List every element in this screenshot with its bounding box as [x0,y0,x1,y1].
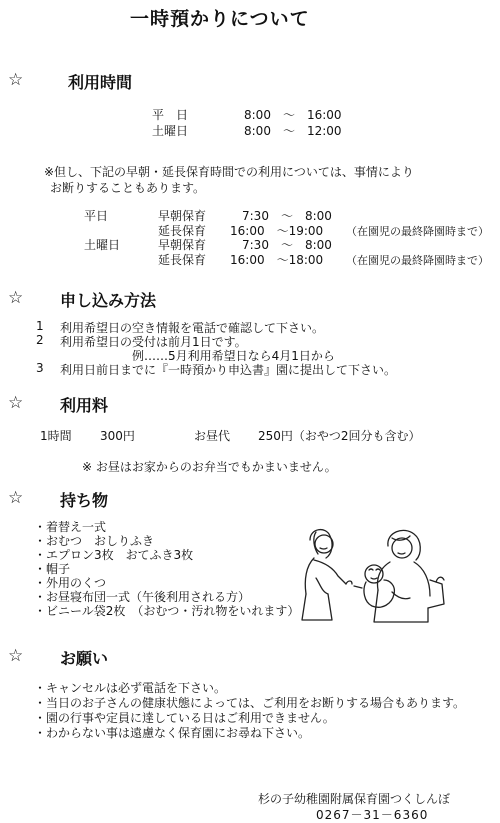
footer-name: 杉の子幼稚園附属保育園つくしんぼ [258,792,451,806]
apply-num: 3 [36,361,44,375]
fee-note: ※ お昼はお家からのお弁当でもかまいません。 [82,460,337,474]
extended-time: 7:30 ～ 8:00 [242,209,332,223]
request-list-item: ・当日のお子さんの健康状態によっては、ご利用をお断りする場合もあります。 [34,696,466,710]
hours-day: 土曜日 [152,124,189,138]
illustration-mothers-and-baby [292,518,457,626]
hours-time: 8:00 ～ 16:00 [244,108,342,122]
hours-note: お断りすることもあります。 [50,181,206,195]
star-icon: ☆ [8,646,24,666]
items-list-item: ・帽子 [34,562,71,576]
request-list-item: ・園の行事や定員に達している日はご利用できません。 [34,711,335,725]
star-icon: ☆ [8,393,24,413]
page-title: 一時預かりについて [130,8,310,30]
extended-type: 延長保育 [158,253,207,267]
section-heading-hours: 利用時間 [68,73,133,92]
extended-day: 平日 [84,209,109,223]
fee-lunch-label: お昼代 [194,429,231,443]
extended-time: 16:00 ～18:00 [230,253,324,267]
apply-example: 例……5月利用希望日なら4月1日から [132,349,335,363]
request-list-item: ・キャンセルは必ず電話を下さい。 [34,681,227,695]
apply-text: 利用日前日までに『一時預かり申込書』園に提出して下さい。 [60,363,397,377]
extended-extra: （在園児の最終降園時まで） [346,254,489,267]
fee-lunch-price: 250円（おやつ2回分も含む） [258,429,421,443]
fee-hour-price: 300円 [100,429,135,443]
apply-text: 利用希望日の受付は前月1日です。 [60,335,247,349]
extended-type: 早朝保育 [158,209,207,223]
section-heading-apply: 申し込み方法 [60,291,157,310]
hours-day: 平 日 [152,108,189,122]
hours-time: 8:00 ～ 12:00 [244,124,342,138]
items-list-item: ・おむつ おしりふき [34,534,155,548]
apply-num: 1 [36,319,44,333]
star-icon: ☆ [8,488,24,508]
items-list-item: ・着替え一式 [34,520,107,534]
extended-type: 延長保育 [158,224,207,238]
extended-day: 土曜日 [84,238,121,252]
hours-note: ※但し、下記の早朝・延長保育時間での利用については、事情により [44,165,414,179]
section-heading-fee: 利用料 [60,396,109,415]
section-heading-request: お願い [60,649,109,668]
star-icon: ☆ [8,70,24,90]
apply-text: 利用希望日の空き情報を電話で確認して下さい。 [60,321,325,335]
request-list-item: ・わからない事は遠慮なく保育園にお尋ね下さい。 [34,726,311,740]
items-list-item: ・エプロン3枚 おてふき3枚 [34,548,194,562]
section-heading-items: 持ち物 [60,491,109,510]
footer-phone: 0267－31－6360 [316,808,429,822]
extended-time: 16:00 ～19:00 [230,224,324,238]
items-list-item: ・お昼寝布団一式（午後利用される方） [34,590,251,604]
apply-num: 2 [36,333,44,347]
items-list-item: ・ビニール袋2枚 （おむつ・汚れ物をいれます） [34,604,300,618]
fee-hour-label: 1時間 [40,429,72,443]
star-icon: ☆ [8,288,24,308]
items-list-item: ・外用のくつ [34,576,107,590]
extended-time: 7:30 ～ 8:00 [242,238,332,252]
extended-type: 早朝保育 [158,238,207,252]
extended-extra: （在園児の最終降園時まで） [346,225,489,238]
